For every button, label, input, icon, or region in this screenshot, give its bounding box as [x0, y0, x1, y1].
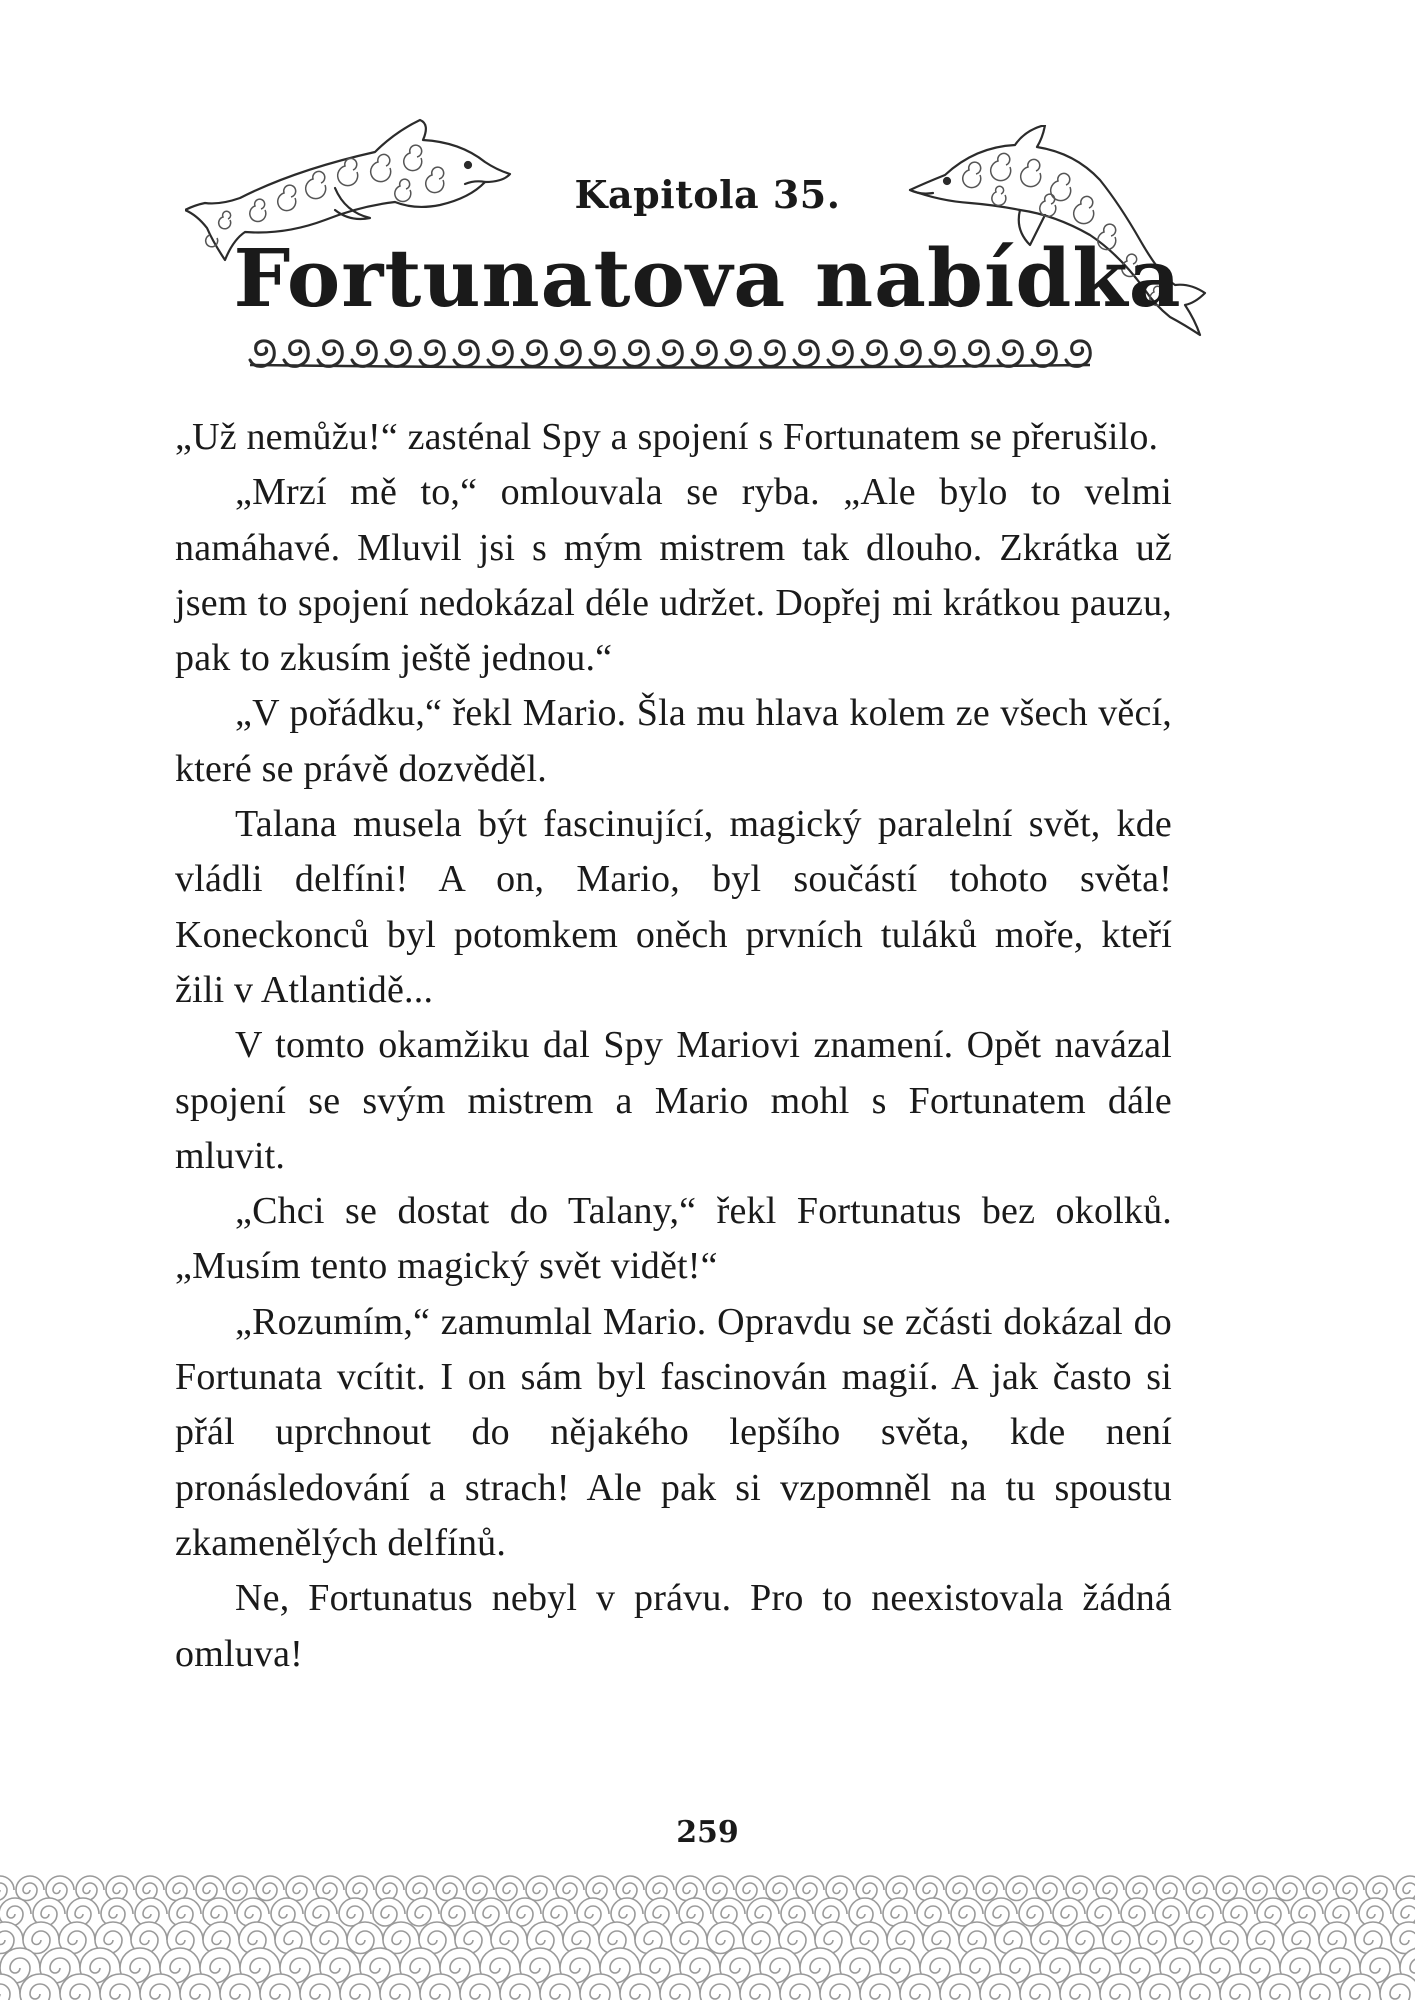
spiral-motif [946, 1876, 974, 1901]
wave-curl [1032, 341, 1056, 366]
wave-curl [352, 341, 376, 366]
spiral-motif [316, 1876, 344, 1901]
wave-curl [760, 341, 784, 366]
spiral-motif [1126, 1876, 1154, 1901]
spiral-motif [16, 1876, 44, 1901]
spiral-motif [1336, 1876, 1364, 1901]
wave-curl [1066, 341, 1090, 366]
wave-curl [828, 341, 852, 366]
spiral-motif [556, 1876, 584, 1901]
wave-curl [692, 341, 716, 366]
spiral-motif [1096, 1876, 1124, 1901]
spiral-motif [466, 1876, 494, 1901]
spiral-motif [586, 1876, 614, 1901]
spiral-motif [1396, 1876, 1415, 1901]
wave-curl [624, 341, 648, 366]
spiral-motif [346, 1876, 374, 1901]
spiral-motif [646, 1876, 674, 1901]
spiral-motif [436, 1876, 464, 1901]
wave-curl [896, 341, 920, 366]
chapter-body [175, 410, 1172, 1682]
page-number: 259 [676, 1815, 739, 1850]
chapter-label: Kapitola 35. [574, 172, 841, 217]
paragraph: „V pořádku,“ řekl Mario. Šla mu hlava kolem ze všech věcí, které se právě dozvěděl. [175, 692, 1172, 790]
spiral-motif [676, 1876, 704, 1901]
spiral-motif [679, 1898, 711, 1926]
spiral-motif [226, 1876, 254, 1901]
spiral-motif [46, 1876, 74, 1901]
spiral-motif [1036, 1876, 1064, 1901]
spiral-motif [916, 1876, 944, 1901]
wave-curl [454, 341, 478, 366]
spiral-motif [106, 1876, 134, 1901]
wave-ornament-divider [240, 332, 1100, 372]
spiral-motif [406, 1876, 434, 1901]
spiral-motif [856, 1876, 884, 1901]
spiral-motif [1291, 1898, 1323, 1926]
spiral-motif [166, 1876, 194, 1901]
paragraph: „Už nemůžu!“ zasténal Spy a spojení s Fortunatem se přerušilo. [175, 416, 1159, 458]
spiral-motif [1366, 1876, 1394, 1901]
spiral-motif [1391, 1922, 1415, 1954]
spiral-motif [796, 1876, 824, 1901]
spiral-motif [526, 1876, 554, 1901]
spiral-motif [976, 1876, 1004, 1901]
wave-curl [386, 341, 410, 366]
spiral-motif [496, 1876, 524, 1901]
paragraph: „Chci se dostat do Talany,“ řekl Fortunatus bez okolků. „Musím tento magický svět vidět!“ [175, 1190, 1172, 1288]
chapter-title: Fortunatova nabídka [233, 231, 1182, 325]
wave-curl [420, 341, 444, 366]
spiral-motif [76, 1876, 104, 1901]
paragraph: V tomto okamžiku dal Spy Mariovi znamení. Opět navázal spojení se svým mistrem a Mario mohl s Fortunatem dále mluvit. [175, 1024, 1172, 1177]
paragraph: Ne, Fortunatus nebyl v právu. Pro to neexistovala žádná omluva! [175, 1577, 1172, 1675]
wave-curl [556, 341, 580, 366]
spiral-motif [616, 1876, 644, 1901]
wave-curl [284, 341, 308, 366]
spiral-motif [271, 1898, 303, 1926]
spiral-wave-border [0, 1868, 1415, 2000]
wave-curl [488, 341, 512, 366]
spiral-motif [1087, 1898, 1119, 1926]
spiral-motif [256, 1876, 284, 1901]
spiral-motif [136, 1876, 164, 1901]
wave-curl [522, 341, 546, 366]
spiral-motif [1006, 1876, 1034, 1901]
paragraph: „Mrzí mě to,“ omlouvala se ryba. „Ale bylo to velmi namáhavé. Mluvil jsi s mým mistrem tak dlouho. Zkrátka už jsem to spojení nedokázal déle udržet. Dopřej mi krátkou pauzu, pak to zkusím ještě jednou.“ [175, 471, 1172, 680]
spiral-motif [886, 1876, 914, 1901]
wave-curl [794, 341, 818, 366]
spiral-motif [1306, 1876, 1334, 1901]
wave-curl [726, 341, 750, 366]
spiral-motif [766, 1876, 794, 1901]
paragraph: Talana musela být fascinující, magický paralelní svět, kde vládli delfíni! A on, Mario, byl součástí tohoto světa! Koneckonců byl potomkem oněch prvních tuláků moře, kteří žili v Atlantidě... [175, 803, 1172, 1011]
spiral-motif [286, 1876, 314, 1901]
spiral-motif [1156, 1876, 1184, 1901]
spiral-motif [1276, 1876, 1304, 1901]
wave-curl [964, 341, 988, 366]
wave-curl [318, 341, 342, 366]
spiral-motif [883, 1898, 915, 1926]
spiral-motif [736, 1876, 764, 1901]
spiral-motif [0, 1876, 14, 1901]
wave-curl [658, 341, 682, 366]
spiral-motif [706, 1876, 734, 1901]
wave-curl [930, 341, 954, 366]
spiral-motif [67, 1898, 99, 1926]
wave-curl [250, 341, 274, 366]
wave-curl [590, 341, 614, 366]
spiral-motif [1066, 1876, 1094, 1901]
wave-curl [862, 341, 886, 366]
spiral-motif [196, 1876, 224, 1901]
spiral-motif [376, 1876, 404, 1901]
spiral-motif [1216, 1876, 1244, 1901]
spiral-motif [475, 1898, 507, 1926]
spiral-motif [1186, 1876, 1214, 1901]
spiral-motif [1246, 1876, 1274, 1901]
spiral-motif [826, 1876, 854, 1901]
wave-curl [998, 341, 1022, 366]
paragraph: „Rozumím,“ zamumlal Mario. Opravdu se zčásti dokázal do Fortunata vcítit. I on sám byl fascinován magií. A jak často si přál uprchnout do nějakého lepšího světa, kde není pronásledování a strach! Ale pak si vzpomněl na tu spoustu zkamenělých delfínů. [175, 1300, 1172, 1564]
